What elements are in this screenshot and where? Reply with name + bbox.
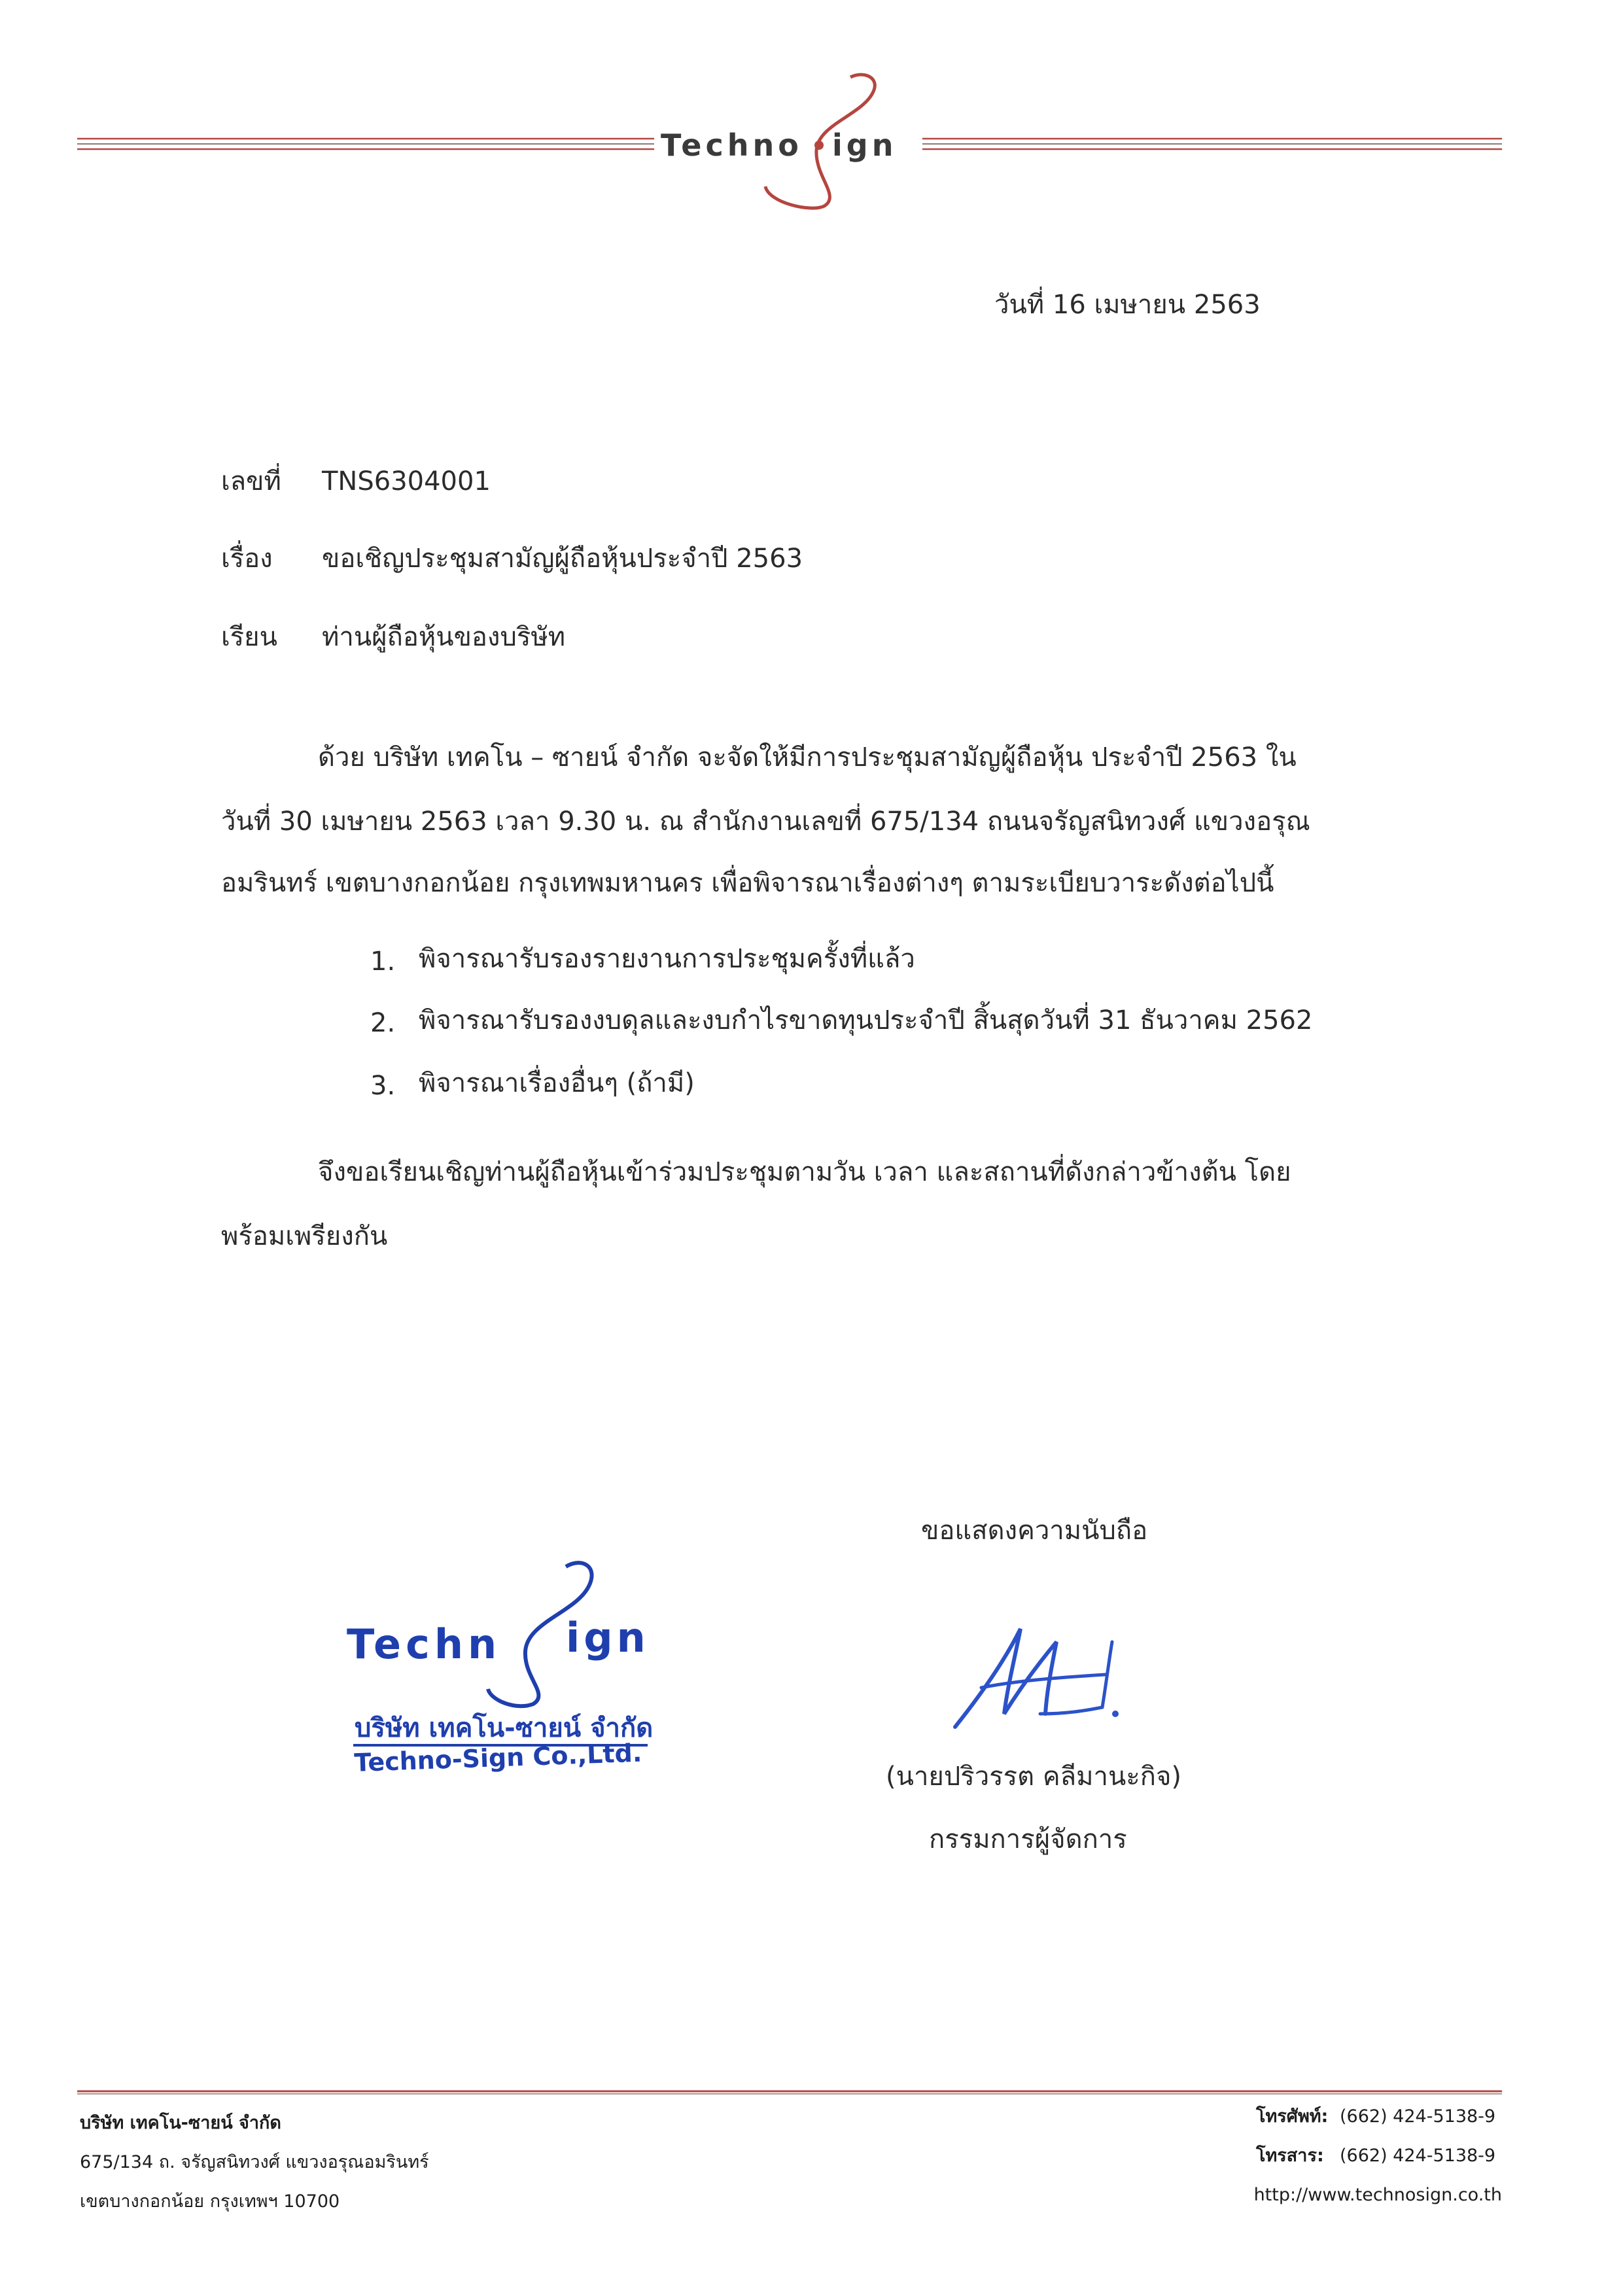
ref-value: TNS6304001	[322, 466, 491, 496]
to-label: เรียน	[221, 622, 277, 652]
header-right-rule	[922, 139, 1502, 149]
agenda-item-3-number: 3.	[370, 1071, 396, 1101]
footer-fax-label: โทรสาร:	[1256, 2146, 1324, 2166]
footer-phone: (662) 424-5138-9	[1340, 2106, 1496, 2127]
header-logo-right: ign	[832, 128, 898, 163]
stamp-company-th: บริษัท เทคโน-ซายน์ จำกัด	[355, 1713, 654, 1743]
ref-label: เลขที่	[221, 466, 281, 496]
agenda-item-2-text: พิจารณารับรองงบดุลและงบกำไรขาดทุนประจำปี สิ้นสุดวันที่ 31 ธันวาคม 2562	[419, 1005, 1313, 1035]
header-left-rule	[77, 139, 654, 149]
agenda-item-2-number: 2.	[370, 1008, 396, 1038]
para1-line-1: ด้วย บริษัท เทคโน – ซายน์ จำกัด จะจัดให้มีการประชุมสามัญผู้ถือหุ้น ประจำปี 2563 ใน	[318, 742, 1297, 773]
agenda-item-1-number: 1.	[370, 947, 396, 977]
signer-title: กรรมการผู้จัดการ	[929, 1824, 1127, 1854]
para2-line-1: จึงขอเรียนเชิญท่านผู้ถือหุ้นเข้าร่วมประชุมตามวัน เวลา และสถานที่ดังกล่าวข้างต้น โดย	[318, 1157, 1291, 1187]
agenda-item-1-text: พิจารณารับรองรายงานการประชุมครั้งที่แล้ว	[419, 944, 915, 974]
footer-fax: (662) 424-5138-9	[1340, 2146, 1496, 2166]
footer-company: บริษัท เทคโน-ซายน์ จำกัด	[80, 2113, 281, 2133]
closing-text: ขอแสดงความนับถือ	[921, 1516, 1148, 1546]
company-stamp	[340, 1537, 693, 1786]
footer-website[interactable]: http://www.technosign.co.th	[1253, 2185, 1502, 2205]
signer-name: (นายปริวรรต คลีมานะกิจ)	[886, 1762, 1182, 1792]
footer-rule	[77, 2090, 1502, 2095]
agenda-item-3-text: พิจารณาเรื่องอื่นๆ (ถ้ามี)	[419, 1068, 695, 1098]
subject-value: ขอเชิญประชุมสามัญผู้ถือหุ้นประจำปี 2563	[322, 544, 803, 574]
footer-address-1: 675/134 ถ. จรัญสนิทวงศ์ แขวงอรุณอมรินทร์	[80, 2152, 429, 2172]
footer-phone-label: โทรศัพท์:	[1256, 2106, 1329, 2127]
para2-line-2: พร้อมเพรียงกัน	[221, 1221, 388, 1251]
letter-date: วันที่ 16 เมษายน 2563	[994, 290, 1261, 320]
stamp-logo-left: Techn	[347, 1620, 502, 1668]
stamp-logo-right: ign	[566, 1614, 650, 1661]
para1-line-2: วันที่ 30 เมษายน 2563 เวลา 9.30 น. ณ สำนักงานเลขที่ 675/134 ถนนจรัญสนิทวงศ์ แขวงอรุณ	[221, 807, 1310, 837]
letterhead	[0, 0, 1623, 216]
subject-label: เรื่อง	[221, 544, 273, 574]
stamp-company-en: Techno-Sign Co.,Ltd.	[353, 1738, 642, 1777]
footer-address-2: เขตบางกอกน้อย กรุงเทพฯ 10700	[80, 2191, 340, 2212]
to-value: ท่านผู้ถือหุ้นของบริษัท	[322, 622, 566, 652]
header-logo-left: Techno	[661, 128, 803, 163]
para1-line-3: อมรินทร์ เขตบางกอกน้อย กรุงเทพมหานคร เพื่อพิจารณาเรื่องต่างๆ ตามระเบียบวาระดังต่อไปนี้	[221, 868, 1274, 898]
header-logo-dot-icon	[814, 141, 824, 150]
signature	[942, 1616, 1138, 1747]
